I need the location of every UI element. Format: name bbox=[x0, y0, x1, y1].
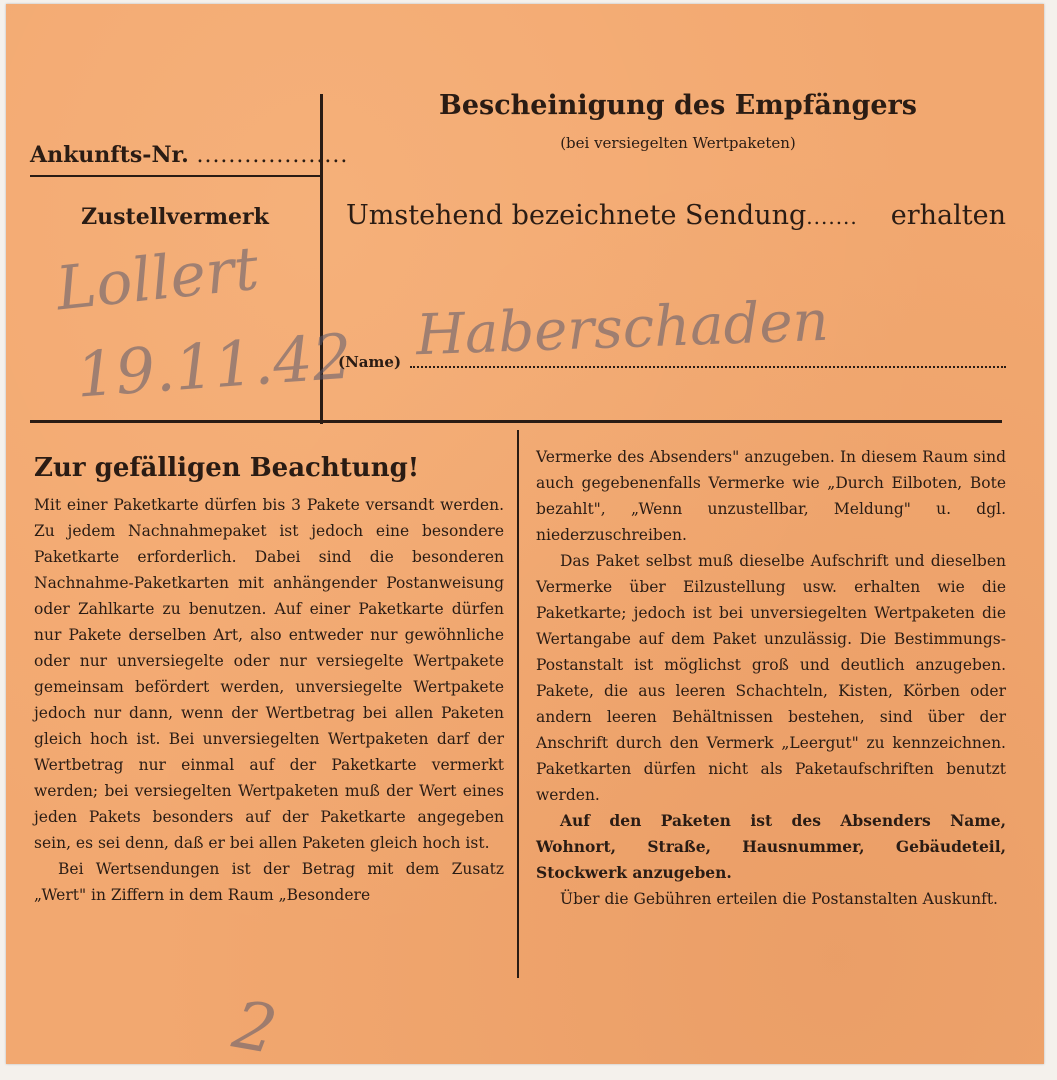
notice-paragraph: Über die Gebühren erteilen die Postanstalten Auskunft. bbox=[560, 890, 998, 908]
certificate-title: Bescheinigung des Empfängers bbox=[439, 90, 917, 121]
arrival-number-field bbox=[30, 142, 348, 168]
arrival-underline bbox=[30, 175, 322, 177]
received-suffix: erhalten bbox=[890, 200, 1006, 231]
horizontal-divider bbox=[30, 420, 1002, 423]
notice-paragraph: Bei Wertsendungen ist der Betrag mit dem Zusatz „Wert" in Ziffern in dem Raum „Besondere bbox=[34, 860, 504, 904]
notice-right-column bbox=[536, 444, 1006, 912]
parcel-card-back bbox=[6, 4, 1044, 1070]
delivery-note-label: Zustellvermerk bbox=[81, 204, 269, 230]
notice-paragraph: Das Paket selbst muß dieselbe Aufschrift und dieselben Vermerke über Eilzustellung usw. erhalten wie die Paketkarte; jedoch ist bei unversiegelten Wertpaketen die Wertangabe auf dem Paket unzulässig. Die Bestimmungs-Postanstalt ist möglichst groß und deutlich anzugeben. Pakete, die aus leeren Schachteln, Kisten, Körben oder andern leeren Behältnissen bestehen, sind über der Anschrift durch den Vermerk „Leergut" zu kennzeichnen. Paketkarten dürfen nicht als Paketaufschriften benutzt werden. bbox=[536, 552, 1006, 804]
notice-heading: Zur gefälligen Beachtung! bbox=[34, 453, 420, 483]
handwritten-recipient-name: Haberschaden bbox=[414, 288, 830, 369]
received-prefix: Umstehend bezeichnete Sendung bbox=[346, 200, 807, 231]
name-label: (Name) bbox=[338, 353, 402, 371]
vertical-divider-bottom bbox=[517, 430, 519, 978]
notice-paragraph-bold: Auf den Paketen ist des Absenders Name, Wohnort, Straße, Hausnummer, Gebäudeteil, Stockwerk anzugeben. bbox=[536, 811, 1006, 882]
handwritten-date: 19.11.42 bbox=[73, 319, 355, 412]
notice-left-column bbox=[34, 492, 504, 908]
certificate-subtitle: (bei versiegelten Wertpaketen) bbox=[560, 134, 796, 152]
handwritten-signature: Lollert bbox=[52, 233, 262, 325]
name-dotted-line bbox=[410, 366, 1006, 368]
notice-paragraph: Mit einer Paketkarte dürfen bis 3 Pakete versandt werden. Zu jedem Nachnahmepaket ist jedoch eine besondere Paketkarte erforderlich. Dabei sind die besonderen Nachnahme-Paketkarten mit anhängender Postanweisung oder Zahlkarte zu benutzen. Auf einer Paketkarte dürfen nur Pakete derselben Art, also entweder nur gewöhnliche oder nur unversiegelte oder nur versiegelte Wertpakete gemeinsam befördert werden, unversiegelte Wertpakete jedoch nur dann, wenn der Wertbetrag bei allen Paketen gleich hoch ist. Bei unversiegelten Wertpaketen darf der Wertbetrag nur einmal auf der Paketkarte vermerkt werden; bei versiegelten Wertpaketen muß der Wert eines jeden Pakets besonders auf der Paketkarte angegeben sein, es sei denn, daß er bei allen Paketen gleich hoch ist. bbox=[34, 496, 504, 852]
handwritten-mark: 2 bbox=[227, 985, 283, 1070]
received-dots: ....... bbox=[806, 205, 858, 229]
received-statement bbox=[346, 200, 1006, 231]
notice-paragraph: Vermerke des Absenders" anzugeben. In diesem Raum sind auch gegebenenfalls Vermerke wie „Durch Eilboten, Bote bezahlt", „Wenn unzustellbar, Meldung" u. dgl. niederzuschreiben. bbox=[536, 448, 1006, 544]
arrival-number-label: Ankunfts-Nr. bbox=[30, 142, 189, 168]
arrival-number-dots: ................... bbox=[196, 143, 349, 168]
